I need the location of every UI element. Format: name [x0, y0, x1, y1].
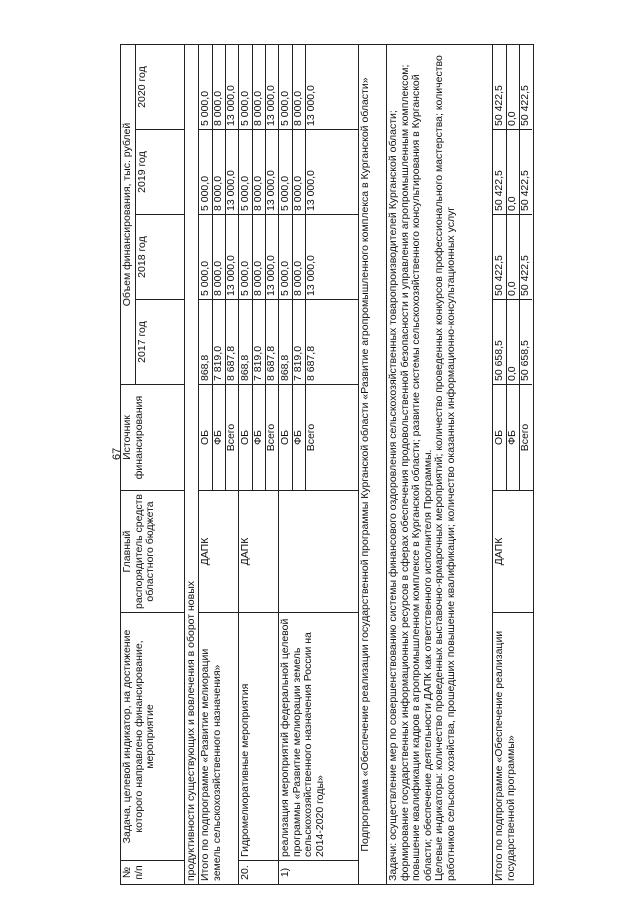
value-2019: 8 000,0 [252, 129, 265, 214]
value-2019: 8 000,0 [292, 129, 305, 214]
value-2017: 7 819,0 [252, 299, 265, 384]
header-volume-group [121, 45, 185, 384]
tasks-text: Задачи: осуществление мер по совершенствованию системы финансового оздоровления сельскохозяйственных товаропроизводителей Курганской области; формирование государственных информационных ресурсов в сферах обеспечения продовольственной безопасности и управления агропромышленным комплексом; повышение квалификации кадров в агропромышленном комплексе в Курганской области; развитие системы сельскохозяйственного консультирования в Курганской области; обеспечение деятельности ДАПК как ответственного исполнителя Программы. [387, 64, 434, 881]
header-year-2019: 2019 год [136, 129, 185, 214]
block-subprogram-total [199, 45, 239, 884]
block-admin: ДАПК [493, 490, 533, 612]
value-2018: 13 000,0 [225, 214, 238, 299]
block-values [493, 45, 532, 490]
value-2018: 13 000,0 [265, 214, 278, 299]
header-source: Источник финансирования [121, 384, 184, 490]
value-2020: 13 000,0 [265, 85, 277, 126]
source-cell: ФБ [506, 384, 519, 490]
value-2017: 868,8 [239, 299, 252, 384]
value-2018: 8 000,0 [212, 214, 225, 299]
block-hydromelioration [239, 45, 279, 884]
table-header [121, 45, 185, 884]
tasks-block [387, 45, 493, 884]
source-cell: Всего [265, 384, 278, 490]
value-row [239, 45, 253, 490]
value-2019: 13 000,0 [265, 129, 278, 214]
source-cell: Всего [305, 384, 358, 490]
value-2019: 5 000,0 [239, 129, 252, 214]
value-2018: 50 422,5 [493, 214, 506, 299]
financing-table [120, 44, 534, 885]
value-row [212, 45, 226, 490]
value-2017: 0,0 [506, 299, 519, 384]
header-num: № п/п [121, 860, 184, 884]
value-2020: 13 000,0 [225, 85, 237, 126]
value-2018: 5 000,0 [239, 214, 252, 299]
value-2020: 0,0 [506, 111, 518, 126]
block-name: Итого по подпрограмме «Развитие мелиорации земель сельскохозяйственного назначения» [199, 612, 238, 884]
value-row [265, 45, 278, 490]
value-2020: 5 000,0 [239, 90, 251, 126]
source-cell: ОБ [279, 384, 292, 490]
value-2019: 13 000,0 [225, 129, 238, 214]
value-2020: 8 000,0 [252, 90, 264, 126]
value-2017: 7 819,0 [292, 299, 305, 384]
block-name: реализация мероприятий федеральной целевой программы «Развитие мелиорации земель сельскохозяйственного назначения России на 2014-2020 годы» [279, 612, 358, 860]
header-task: Задача, целевой индикатор, на достижение которого направлено финансирование, мероприятие [121, 612, 184, 860]
value-2018: 5 000,0 [199, 214, 212, 299]
value-2019: 50 422,5 [519, 129, 532, 214]
value-row [279, 45, 293, 490]
subprogram-title: Подпрограмма «Обеспечение реализации государственной программы Курганской области «Развитие агропромышленного комплекса в Курганской области» [359, 45, 387, 884]
source-cell: ФБ [252, 384, 265, 490]
block-num: 1) [279, 860, 358, 884]
value-2019: 5 000,0 [199, 129, 212, 214]
value-2019: 8 000,0 [212, 129, 225, 214]
value-2018: 50 422,5 [519, 214, 532, 299]
block-final-total [493, 45, 533, 884]
value-row [292, 45, 306, 490]
value-row [506, 45, 520, 490]
value-2017: 50 658,5 [493, 299, 506, 384]
block-admin: ДАПК [199, 490, 238, 612]
source-cell: ОБ [239, 384, 252, 490]
value-2017: 7 819,0 [212, 299, 225, 384]
intro-row: продуктивности существующих и вовлечения в оборот новых [185, 45, 199, 884]
value-2017: 50 658,5 [519, 299, 532, 384]
value-row [199, 45, 213, 490]
value-2019: 50 422,5 [493, 129, 506, 214]
value-2020: 50 422,5 [493, 85, 505, 126]
source-cell: ФБ [292, 384, 305, 490]
value-2020: 13 000,0 [305, 85, 317, 126]
block-num: 20. [239, 860, 278, 884]
source-cell: ФБ [212, 384, 225, 490]
value-2020: 8 000,0 [292, 90, 304, 126]
block-name: Гидромелиоративные мероприятия [239, 612, 278, 860]
value-2018: 8 000,0 [252, 214, 265, 299]
value-2017: 8 687,8 [265, 299, 278, 384]
page-number: 67 [111, 447, 123, 460]
header-volume: Объем финансирования, тыс. рублей [121, 45, 136, 384]
value-2018: 8 000,0 [292, 214, 305, 299]
block-admin [279, 490, 358, 612]
value-2018: 13 000,0 [305, 214, 358, 299]
value-row [225, 45, 238, 490]
value-2020: 5 000,0 [199, 90, 211, 126]
header-year-2017: 2017 год [136, 299, 185, 384]
value-2020: 5 000,0 [279, 90, 291, 126]
value-row [252, 45, 266, 490]
value-2019: 0,0 [506, 129, 519, 214]
value-2017: 868,8 [199, 299, 212, 384]
block-admin: ДАПК [239, 490, 278, 612]
value-2017: 8 687,8 [225, 299, 238, 384]
header-year-2020: 2020 год [136, 66, 148, 108]
indicators-text: Целевые индикаторы: количество проведенных выставочно-ярмарочных мероприятий; количество проведенных конкурсов профессионального мастерства; количество работников сельского хозяйства, прошедших повышение квалификации; количество оказанных информационно-консультационных услуг [433, 55, 457, 881]
value-row [493, 45, 507, 490]
block-federal-program [279, 45, 359, 884]
value-2020: 50 422,5 [519, 85, 531, 126]
header-year-2018: 2018 год [136, 214, 185, 299]
block-values [279, 45, 358, 490]
value-2020: 8 000,0 [212, 90, 224, 126]
block-values [239, 45, 278, 490]
value-2019: 13 000,0 [305, 129, 358, 214]
value-2018: 0,0 [506, 214, 519, 299]
value-row [519, 45, 532, 490]
source-cell: ОБ [199, 384, 212, 490]
header-admin: Главный распорядитель средств областного бюджета [121, 490, 184, 612]
value-2018: 5 000,0 [279, 214, 292, 299]
value-2019: 5 000,0 [279, 129, 292, 214]
value-2017: 8 687,8 [305, 299, 358, 384]
value-row [305, 45, 358, 490]
block-values [199, 45, 238, 490]
block-name: Итого по подпрограмме «Обеспечение реализации государственной программы» [493, 612, 533, 884]
source-cell: Всего [225, 384, 238, 490]
value-2017: 868,8 [279, 299, 292, 384]
source-cell: Всего [519, 384, 532, 490]
source-cell: ОБ [493, 384, 506, 490]
